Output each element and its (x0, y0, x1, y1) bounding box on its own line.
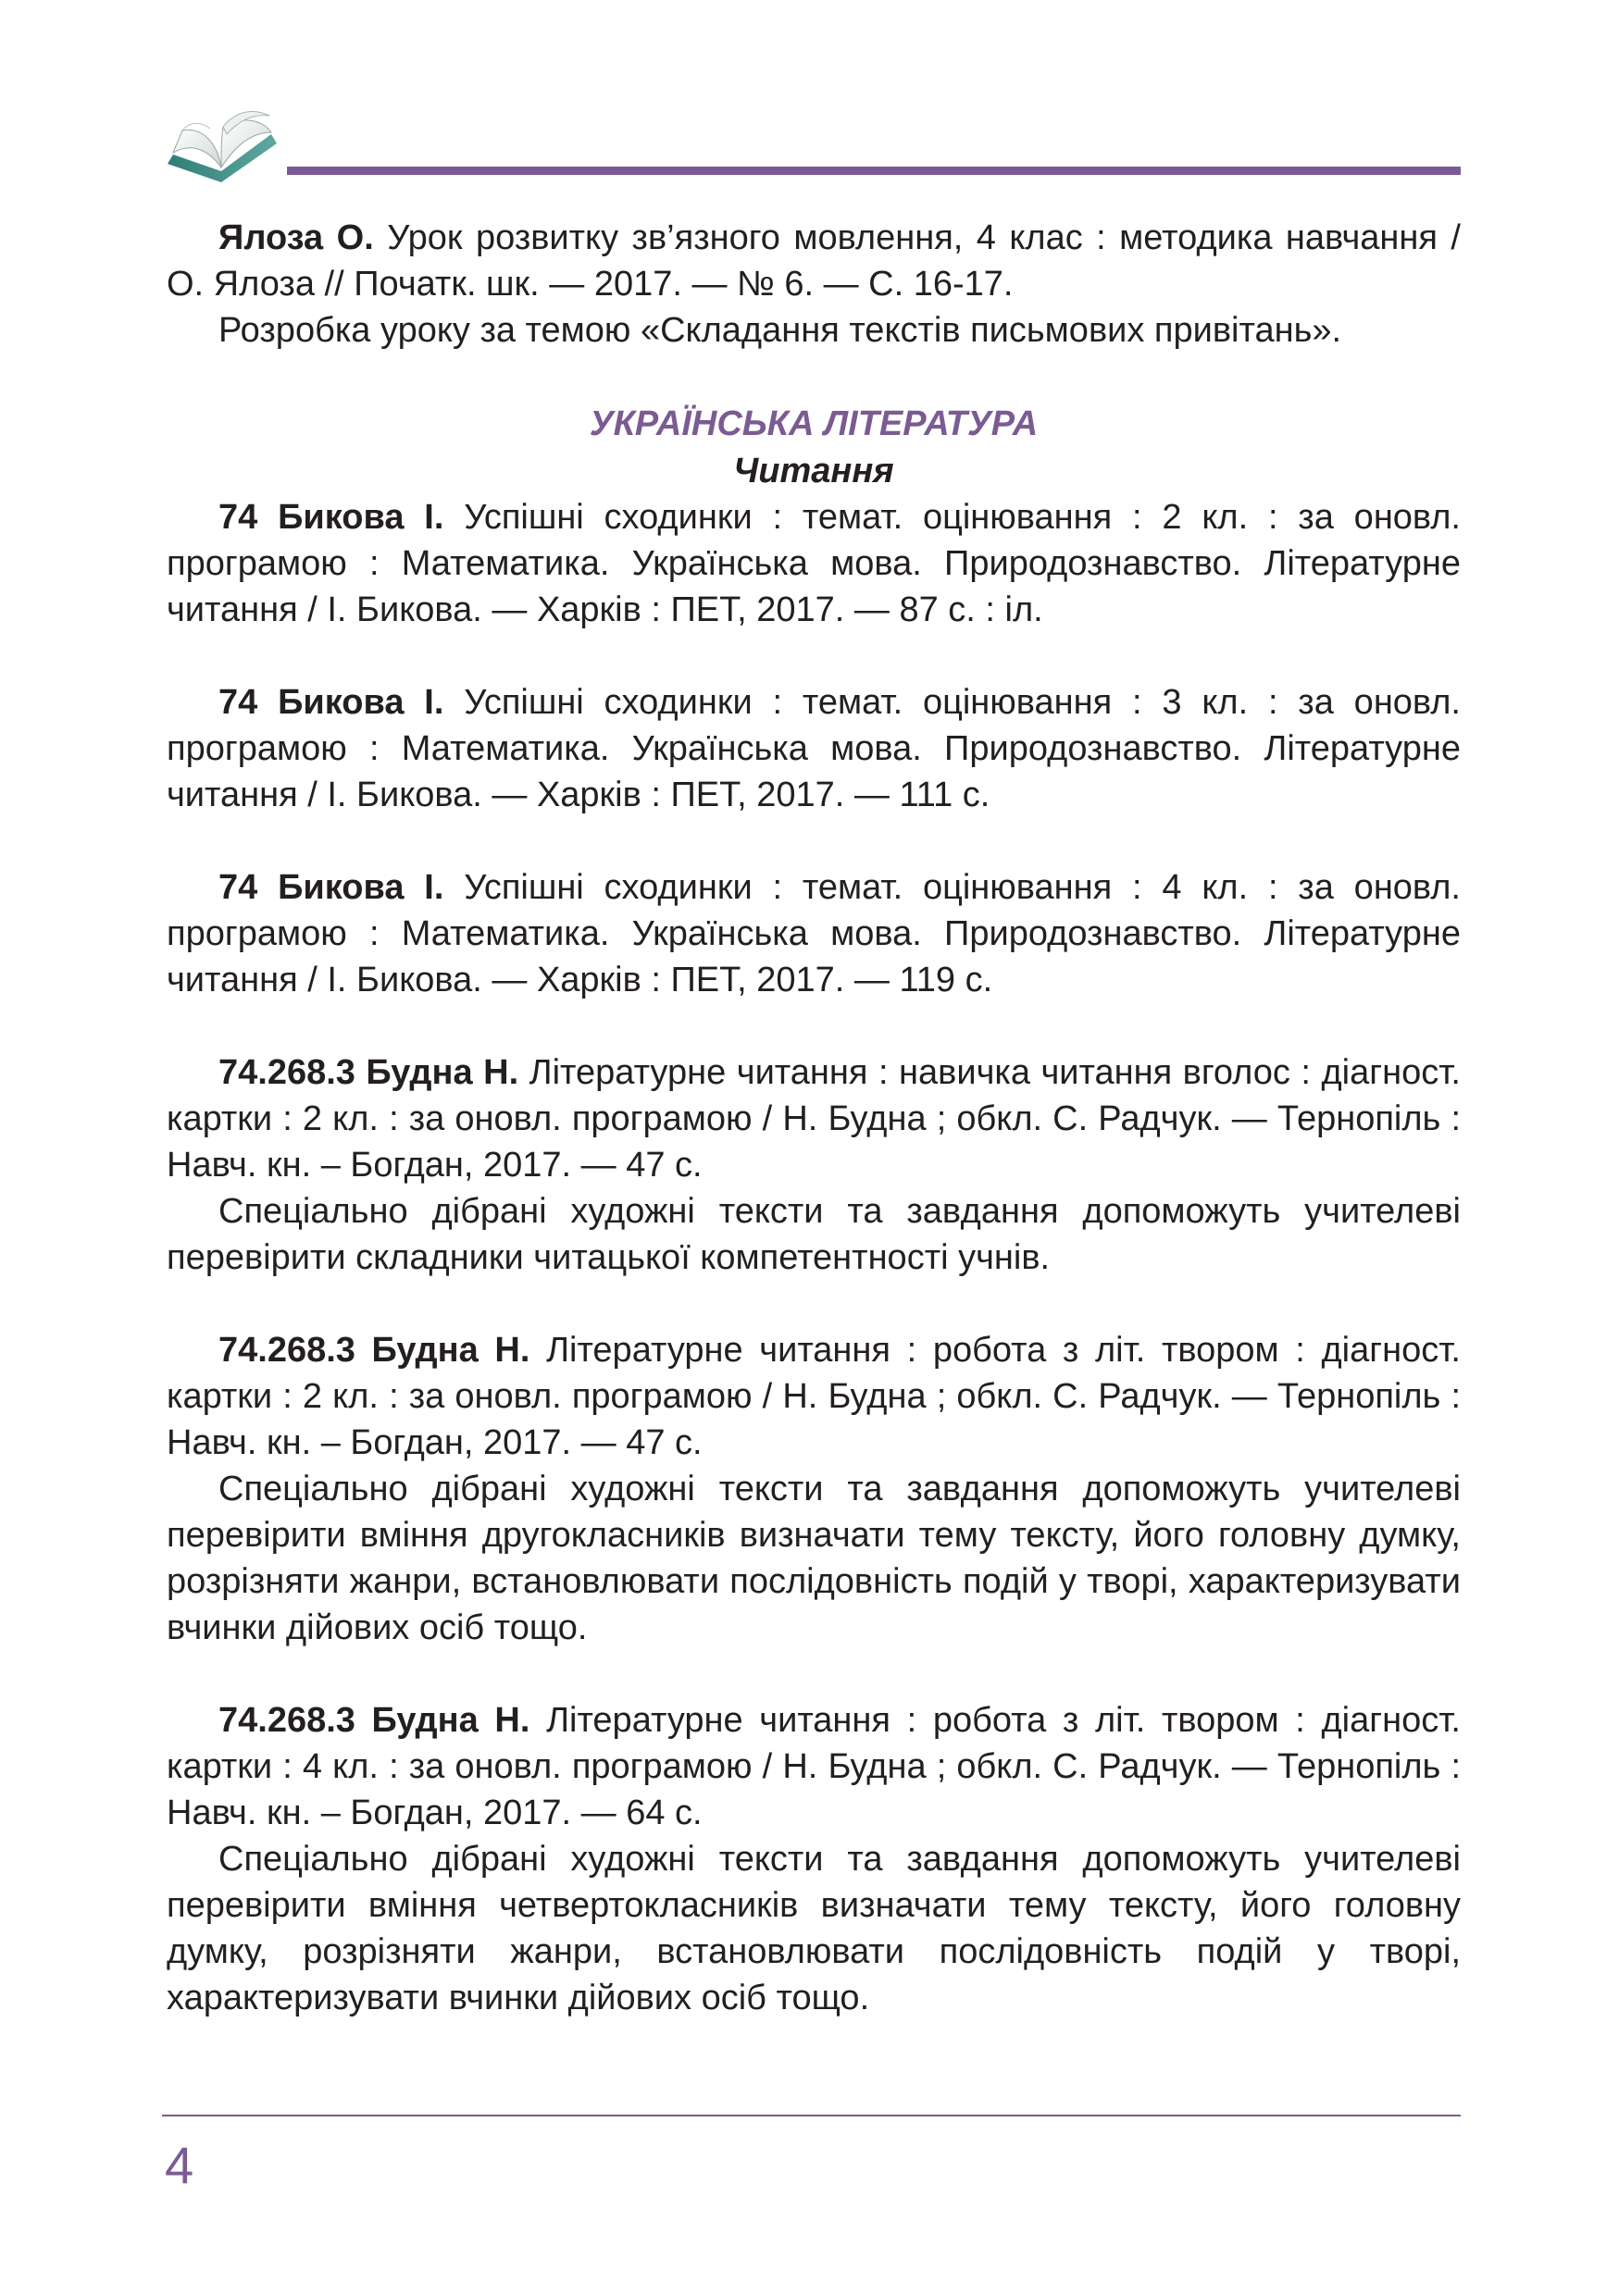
entry-description: Літературне читання : робота з літ. твором : діагност. картки : 4 кл. : за оновл. програмою / Н. Будна ; обкл. С. Радчук. — Тернопіль : Навч. кн. – Богдан, 2017. — 64 с. (167, 1701, 1461, 1832)
footer-rule (162, 2115, 1461, 2116)
bibliography-entry (167, 1327, 1461, 1651)
section-title: УКРАЇНСЬКА ЛІТЕРАТУРА (589, 404, 1039, 443)
bibliography-entry (167, 864, 1461, 1003)
entry-heading: 74.268.3 Будна Н. (218, 1053, 519, 1092)
entry-citation (167, 679, 1461, 818)
header-rule (287, 167, 1461, 175)
page-number: 4 (165, 2136, 194, 2194)
entry-heading: 74.268.3 Будна Н. (218, 1331, 530, 1370)
bibliography-entry (167, 494, 1461, 633)
bibliography-entry (167, 1697, 1461, 2021)
entry-annotation: Спеціально дібрані художні тексти та завдання допоможуть учителеві перевірити складники читацької компетентності учнів. (167, 1192, 1461, 1277)
entry-annotation: Спеціально дібрані художні тексти та завдання допоможуть учителеві перевірити вміння другокласників визначати тему тексту, його головну думку, розрізняти жанри, встановлювати послідовність подій у творі, характеризувати вчинки дійових осіб тощо. (167, 1470, 1461, 1647)
entry-citation (167, 215, 1461, 307)
entry-heading: Ялоза О. (218, 218, 374, 257)
entry-description: Літературне читання : робота з літ. твором : діагност. картки : 2 кл. : за оновл. програмою / Н. Будна ; обкл. С. Радчук. — Тернопіль : Навч. кн. – Богдан, 2017. — 47 с. (167, 1331, 1461, 1462)
entry-annotation: Спеціально дібрані художні тексти та завдання допоможуть учителеві перевірити вміння четвертокласників визначати тему тексту, його головну думку, розрізняти жанри, встановлювати послідовність подій у творі, характеризувати вчинки дійових осіб тощо. (167, 1840, 1461, 2017)
document-body (167, 215, 1461, 2021)
entry-description: Літературне читання : навичка читання вголос : діагност. картки : 2 кл. : за оновл. програмою / Н. Будна ; обкл. С. Радчук. — Тернопіль : Навч. кн. – Богдан, 2017. — 47 с. (167, 1053, 1461, 1185)
bibliography-entry (167, 215, 1461, 354)
bibliography-entry (167, 1049, 1461, 1281)
entry-description: Успішні сходинки : темат. оцінювання : 4 кл. : за оновл. програмою : Математика. Українська мова. Природознавство. Літературне читання / І. Бикова. — Харків : ПЕТ, 2017. — 119 с. (167, 868, 1461, 999)
entry-description: Успішні сходинки : темат. оцінювання : 2 кл. : за оновл. програмою : Математика. Українська мова. Природознавство. Літературне читання / І. Бикова. — Харків : ПЕТ, 2017. — 87 с. : іл. (167, 498, 1461, 629)
entry-citation (167, 864, 1461, 1003)
entry-citation (167, 1049, 1461, 1188)
entry-heading: 74.268.3 Будна Н. (218, 1701, 530, 1740)
open-book-icon (162, 106, 282, 199)
entry-citation (167, 494, 1461, 633)
bibliography-entry (167, 679, 1461, 818)
entry-description: Успішні сходинки : темат. оцінювання : 3 кл. : за оновл. програмою : Математика. Українська мова. Природознавство. Літературне читання / І. Бикова. — Харків : ПЕТ, 2017. — 111 с. (167, 683, 1461, 814)
entry-citation (167, 1697, 1461, 1836)
entry-heading: 74 Бикова І. (218, 498, 444, 537)
entry-description: Урок розвитку зв’язного мовлення, 4 клас : методика навчання / О. Ялоза // Початк. шк. — 2017. — № 6. — С. 16-17. (167, 218, 1461, 304)
section-subtitle: Читання (733, 452, 894, 490)
entry-citation (167, 1327, 1461, 1466)
entry-annotation: Розробка уроку за темою «Складання текстів письмових привітань». (218, 311, 1342, 350)
entry-heading: 74 Бикова І. (218, 683, 444, 722)
entry-heading: 74 Бикова І. (218, 868, 444, 907)
